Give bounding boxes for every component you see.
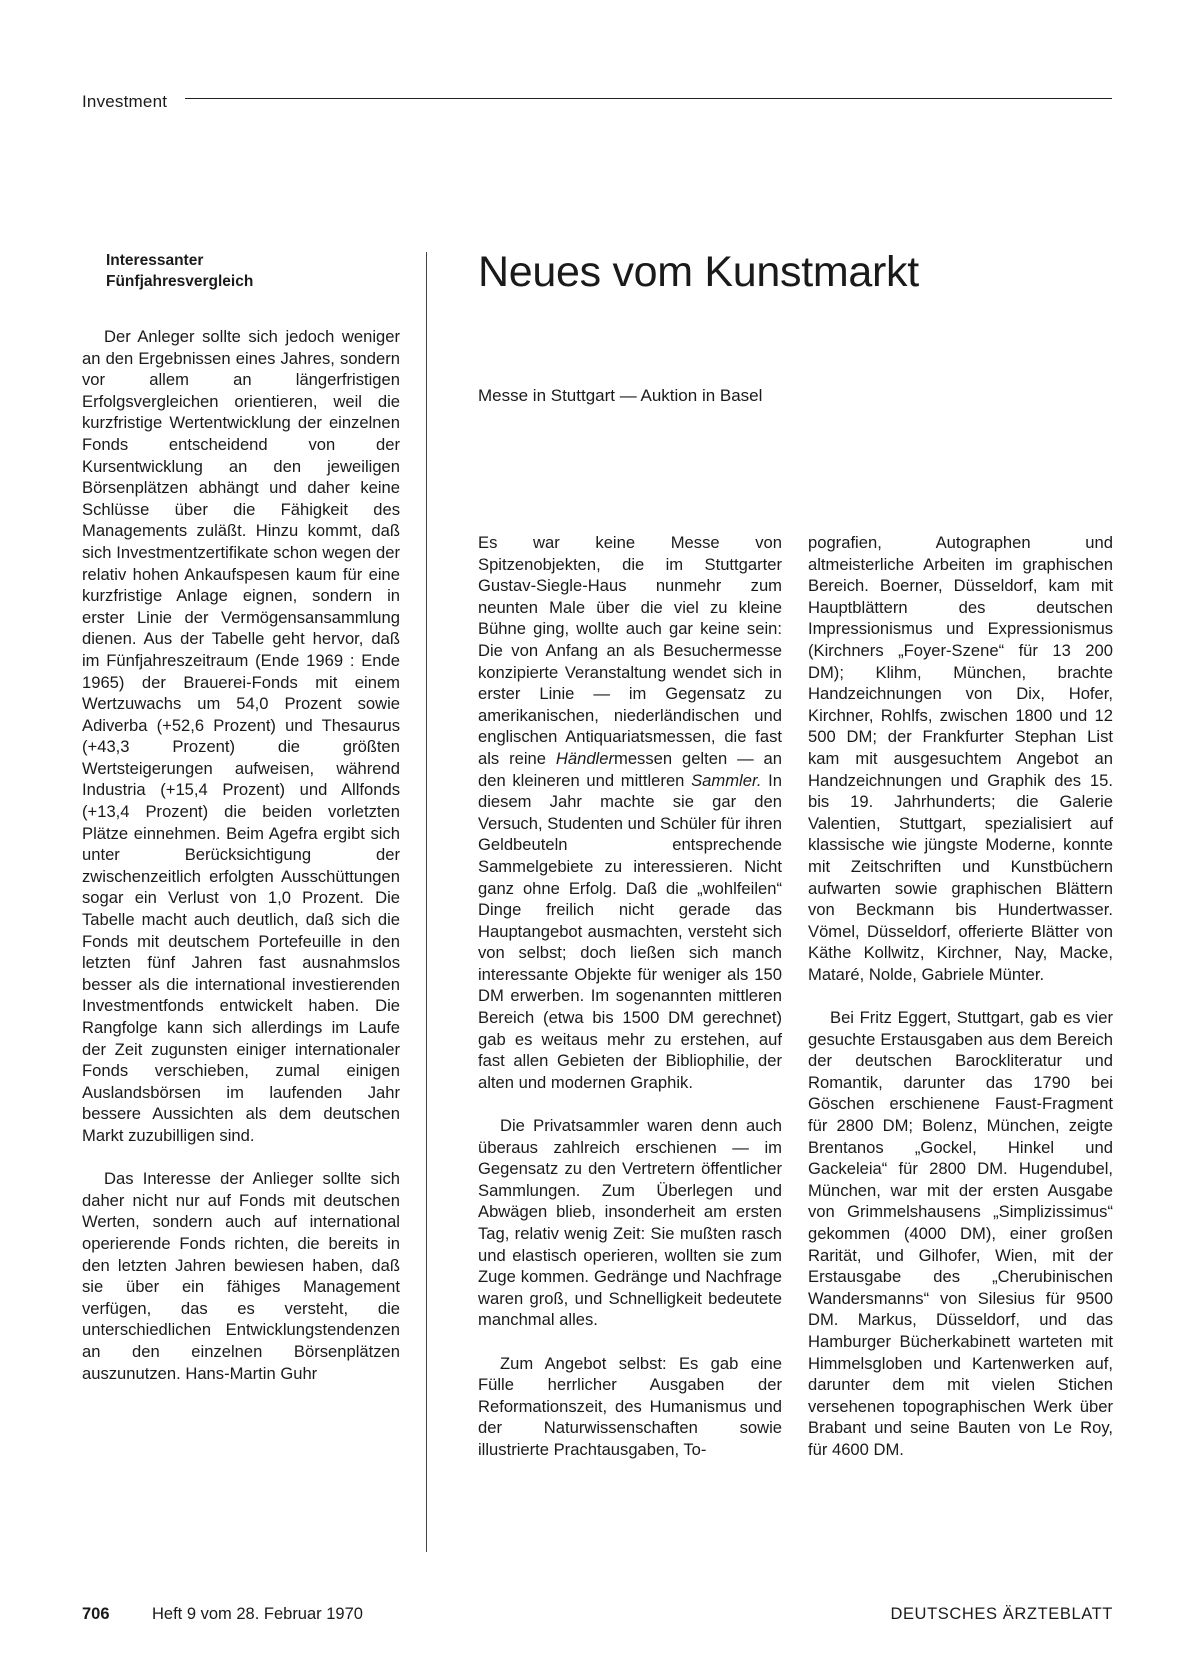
article-column-2 (808, 532, 1113, 1461)
article-paragraph-5: Bei Fritz Eggert, Stuttgart, gab es vier gesuchte Erstausgaben aus dem Bereich der deutschen Barockliteratur und Romantik, darunter das 1790 bei Göschen erschienene Faust-Fragment für 2800 DM; Bolenz, München, zeigte Brentanos „Gockel, Hinkel und Gackeleia“ für 2800 DM. Hugendubel, München, war mit der ersten Ausgabe von Grimmelshausens „Simplizissimus“ gekommen (4000 DM), einer großen Rarität, und Gilhofer, Wien, mit der Erstausgabe des „Cherubinischen Wandersmanns“ von Silesius für 9500 DM. Markus, Düsseldorf, und das Hamburger Bücherkabinett warteten mit Himmelsgloben und Kartenwerken auf, darunter dem mit vielen Stichen versehenen topographischen Werk über Brabant und seine Bauten von Le Roy, für 4600 DM. (808, 1008, 1113, 1459)
page-footer (82, 1605, 1113, 1629)
article-title: Neues vom Kunstmarkt (478, 248, 919, 296)
investment-paragraph-1: Der Anleger sollte sich jedoch weniger an den Ergebnissen eines Jahres, sondern vor allem an längerfristigen Erfolgsvergleichen orientieren, weil die kurzfristige Wertentwicklung der einzelnen Fonds entscheidend von der Kursentwicklung an den jeweiligen Börsenplätzen abhängt und daher keine Schlüsse über die Fähigkeit des Managements zuläßt. Hinzu kommt, daß sich Investmentzertifikate schon wegen der relativ hohen Ankaufspesen kaum für eine kurzfristige Anlage eignen, sondern in erster Linie der Vermögensansammlung dienen. Aus der Tabelle geht hervor, daß im Fünfjahreszeitraum (Ende 1969 : Ende 1965) der Brauerei-Fonds mit einem Wertzuwachs um 54,0 Prozent sowie Adiverba (+52,6 Prozent) und Thesaurus (+43,3 Prozent) die größten Wertsteigerungen aufweisen, während Industria (+15,4 Prozent) und Allfonds (+13,4 Prozent) die beiden vorletzten Plätze einnehmen. Beim Agefra ergibt sich unter Berücksichtigung der zwischenzeitlich erfolgten Ausschüttungen sogar ein Verlust von 1,0 Prozent. Die Tabelle macht auch deutlich, daß sich die Fonds mit deutschem Portefeuille in den letzten fünf Jahren fast ausnahmslos besser als die international investierenden Investmentfonds entwickelt haben. Die Rangfolge kann sich allerdings im Laufe der Zeit zugunsten einiger internationaler Fonds verschieben, zumal einigen Auslandsbörsen im laufenden Jahr bessere Aussichten als dem deutschen Markt zuzubilligen sind. (82, 327, 400, 1145)
issue-info: Heft 9 vom 28. Februar 1970 (152, 1605, 363, 1623)
article-paragraph-1-text-a: Es war keine Messe von Spitzenobjekten, die im Stuttgarter Gustav-Siegle-Haus nunmehr zum neunten Male über die viel zu kleine Bühne ging, wollte auch gar keine sein: Die von Anfang an als Besuchermesse konzipierte Veranstaltung wendet sich in erster Linie — im Gegensatz zu amerikanischen, niederländischen und englischen Antiquariatsmessen, die fast als reine (478, 533, 782, 768)
article-subtitle: Messe in Stuttgart — Auktion in Basel (478, 386, 763, 405)
header-rule (185, 98, 1112, 99)
journal-name: DEUTSCHES ÄRZTEBLATT (890, 1605, 1113, 1623)
article-paragraph-2: Die Privatsammler waren denn auch überaus zahlreich erschienen — im Gegensatz zu den Vertretern öffentlicher Sammlungen. Zum Überlegen und Abwägen blieb, insonderheit am ersten Tag, relativ wenig Zeit: Sie mußten rasch und elastisch operieren, wollten sie zum Zuge kommen. Gedränge und Nachfrage waren groß, und Schnelligkeit bedeutete manchmal alles. (478, 1116, 782, 1330)
article-paragraph-1-text-b: messen gelten — an den kleineren und mittleren (478, 748, 782, 790)
investment-column (82, 326, 400, 1384)
page-header (82, 88, 1112, 118)
article-paragraph-3: Zum Angebot selbst: Es gab eine Fülle herrlicher Ausgaben der Reformationszeit, des Humanismus und der Naturwissenschaften sowie illustrierte Prachtausgaben, To- (478, 1353, 782, 1459)
page-number: 706 (82, 1605, 110, 1623)
emphasis-sammler: Sammler. (691, 770, 762, 790)
article-paragraph-4: pografien, Autographen und altmeisterliche Arbeiten im graphischen Bereich. Boerner, Düsseldorf, kam mit Hauptblättern des deutschen Impressionismus und Expressionismus (Kirchners „Foyer-Szene“ für 13 200 DM); Klihm, München, brachte Handzeichnungen von Dix, Hofer, Kirchner, Rohlfs, zwischen 1800 und 12 500 DM; der Frankfurter Stephan List kam mit ausgesuchtem Angebot an Handzeichnungen und Graphik des 15. bis 19. Jahrhunderts; die Galerie Valentien, Stuttgart, spezialisiert auf klassische wie jüngste Moderne, konnte mit Zeitschriften und Kunstbüchern aufwarten sowie graphischen Blättern von Beckmann bis Hundertwasser. Vömel, Düsseldorf, offerierte Blätter von Käthe Kollwitz, Kirchner, Nay, Macke, Mataré, Nolde, Gabriele Münter. (808, 533, 1113, 984)
article-column-1 (478, 532, 782, 1461)
investment-paragraph-2-text: Das Interesse der Anlieger sollte sich daher nicht nur auf Fonds mit deutschen Werten, sondern auch auf international operierende Fonds richten, die bereits in den letzten Jahren bewiesen haben, daß sie über ein fähiges Management verfügen, das es versteht, die unterschiedlichen Entwicklungstendenzen an den einzelnen Börsenplätzen auszunutzen. (82, 1169, 400, 1383)
article-paragraph-1-text-c: In diesem Jahr machte sie gar den Versuch, Studenten und Schüler für ihren Geldbeuteln entsprechende Sammelgebiete zu interessieren. Nicht ganz ohne Erfolg. Daß die „wohlfeilen“ Dinge freilich nicht gerade das Hauptangebot ausmachten, versteht sich von selbst; doch ließen sich manch interessante Objekte für weniger als 150 DM erwerben. Im sogenannten mittleren Bereich (etwa bis 1500 DM gerechnet) gab es weitaus mehr zu erstehen, auf fast allen Gebieten der Bibliophilie, der alten und modernen Graphik. (478, 770, 783, 1092)
sidebar-heading (106, 250, 366, 292)
author-name: Hans-Martin Guhr (185, 1363, 318, 1383)
article-paragraph-1 (478, 532, 782, 1093)
sidebar-heading-line2: Fünfjahresvergleich (106, 273, 254, 290)
column-divider (426, 252, 427, 1552)
investment-paragraph-2 (82, 1168, 400, 1384)
emphasis-haendler: Händler (555, 748, 614, 768)
sidebar-heading-line1: Interessanter (106, 252, 204, 269)
section-label: Investment (82, 92, 168, 111)
